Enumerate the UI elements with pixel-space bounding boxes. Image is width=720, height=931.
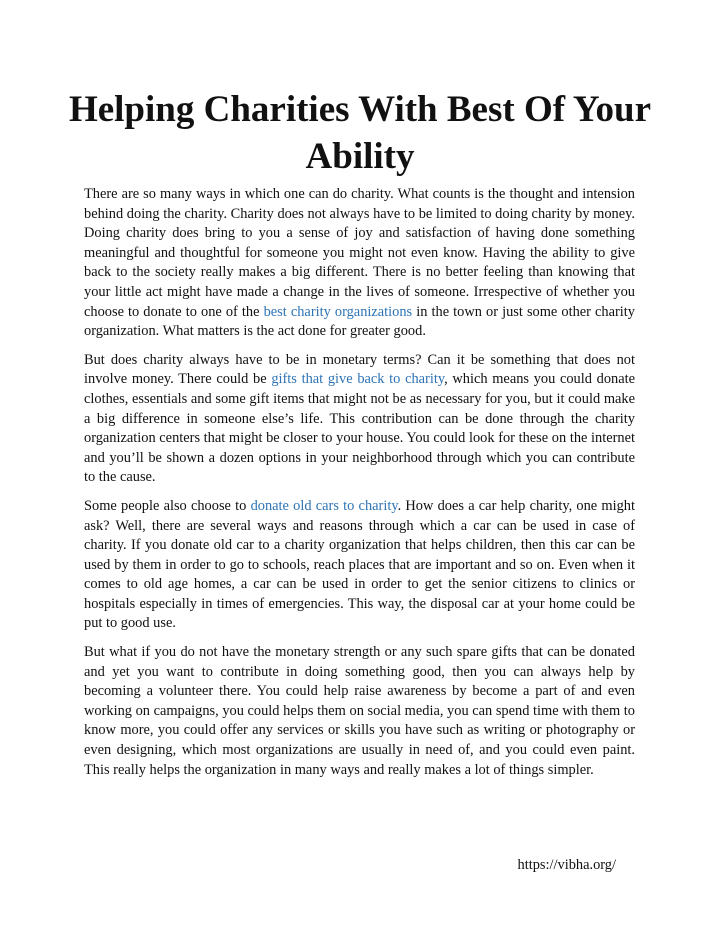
paragraph-3	[84, 497, 635, 634]
page-title: Helping Charities With Best Of Your Ability	[68, 89, 652, 177]
paragraph-text: , which means you could donate clothes, essentials and some gift items that might not be as necessary for you, but it could make a big difference in someone else’s life. This contribution can be done through the charity organization centers that might be closer to your house. You could look for these on the internet and you’ll be shown a dozen options in your neighborhood through which you can contribute to the cause.	[84, 371, 635, 486]
paragraph-4: But what if you do not have the monetary strength or any such spare gifts that can be donated and yet you want to contribute in doing something good, then you can always help by becoming a volunteer there. You could help raise awareness by become a part of and even working on campaigns, you could helps them on social media, you can spend time with them to know more, you could offer any services or skills you have such as writing or photography or even designing, which most organizations are usually in need of, and you could even paint. This really helps the organization in many ways and really makes a lot of things simpler.	[84, 644, 635, 778]
link-donate-old-cars[interactable]: donate old cars to charity	[250, 497, 398, 514]
article-body	[84, 185, 635, 789]
paragraph-text: But does charity always have to be in monetary terms? Can it be something that does not involve money. There could be	[84, 351, 635, 388]
footer-url: https://vibha.org/	[517, 857, 616, 873]
link-best-charity-organizations[interactable]: best charity organizations	[263, 303, 413, 320]
paragraph-2	[84, 351, 635, 488]
link-gifts-that-give-back[interactable]: gifts that give back to charity	[271, 371, 445, 388]
paragraph-text: . How does a car help charity, one might ask? Well, there are several ways and reasons through which a car can be used in case of charity. If you donate old car to a charity organization that helps children, then this car can be used by them in order to go to schools, reach places that are important and so on. Even when it comes to old age homes, a car can be used in order to get the senior citizens to clinics or hospitals especially in times of emergencies. This way, the disposal car at your home could be put to good use.	[84, 497, 635, 632]
paragraph-1	[84, 185, 635, 342]
paragraph-text: in the town or just some other charity organization. What matters is the act done for greater good.	[84, 303, 635, 340]
paragraph-text: Some people also choose to	[84, 497, 251, 514]
paragraph-text: There are so many ways in which one can do charity. What counts is the thought and intension behind doing the charity. Charity does not always have to be limited to doing charity by money. Doing charity does bring to you a sense of joy and satisfaction of having done something meaningful and thoughtful for someone you might not even know. Having the ability to give back to the society really makes a big different. There is no better feeling than knowing that your little act might have made a change in the lives of someone. Irrespective of whether you choose to donate to one of the	[84, 186, 635, 320]
